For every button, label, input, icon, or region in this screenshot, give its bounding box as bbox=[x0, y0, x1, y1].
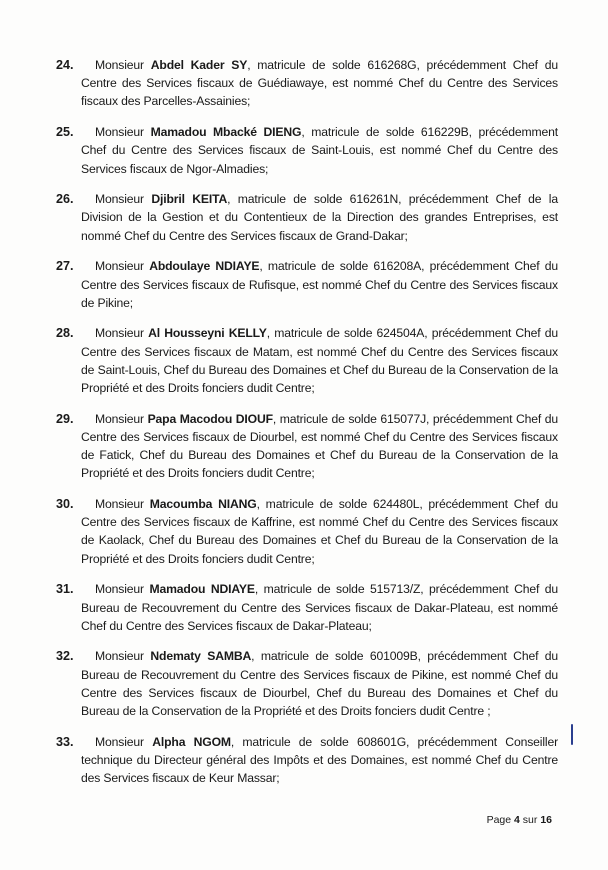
item-number: 29. bbox=[56, 411, 74, 426]
appointment-list bbox=[56, 56, 558, 800]
civility: Monsieur bbox=[95, 734, 144, 749]
civility: Monsieur bbox=[95, 649, 144, 664]
list-item bbox=[56, 123, 558, 178]
item-body: , matricule de solde 616261N, précédemment Chef de la Division de la Gestion et du Contentieux de la Direction des grandes Entreprises, est nommé Chef du Centre des Services fiscaux de Grand-Dakar; bbox=[81, 192, 558, 243]
item-text bbox=[81, 257, 558, 312]
list-item bbox=[56, 190, 558, 245]
of-label: sur bbox=[522, 814, 538, 826]
person-name: Al Housseyni KELLY bbox=[148, 326, 267, 341]
page-number: 4 bbox=[514, 814, 520, 826]
civility: Monsieur bbox=[95, 326, 144, 341]
item-body: , matricule de solde 601009B, précédemment Chef du Bureau de Recouvrement du Centre des Services fiscaux de Pikine, est nommé Chef du Centre des Services fiscaux de Diourbel, Chef du Bureau des Domaines et Chef du Bureau de la Conservation de la Propriété et des Droits fonciers dudit Centre ; bbox=[81, 649, 558, 719]
item-text bbox=[81, 56, 558, 111]
list-item bbox=[56, 257, 558, 312]
person-name: Abdoulaye NDIAYE bbox=[149, 259, 260, 274]
person-name: Ndematy SAMBA bbox=[150, 649, 252, 664]
item-number: 24. bbox=[56, 58, 74, 72]
item-body: , matricule de solde 515713/Z, précédemment Chef du Bureau de Recouvrement du Centre des Services fiscaux de Dakar-Plateau, est nommé Chef du Centre des Services fiscaux de Dakar-Plateau; bbox=[81, 582, 558, 633]
list-item bbox=[56, 733, 558, 788]
item-number: 26. bbox=[56, 192, 74, 207]
item-number: 32. bbox=[56, 649, 74, 664]
person-name: Mamadou NDIAYE bbox=[149, 582, 255, 597]
list-item bbox=[56, 56, 558, 111]
civility: Monsieur bbox=[95, 259, 144, 274]
item-number: 25. bbox=[56, 125, 74, 140]
item-body: , matricule de solde 624480L, précédemment Chef du Centre des Services fiscaux de Kaffrine, est nommé Chef du Centre des Services fiscaux de Kaolack, Chef du Bureau des Domaines et Chef du Bureau de la Conservation de la Propriété et des Droits fonciers dudit Centre; bbox=[81, 497, 558, 566]
person-name: Macoumba NIANG bbox=[149, 497, 257, 512]
person-name: Papa Macodou DIOUF bbox=[147, 411, 273, 426]
item-number: 30. bbox=[56, 497, 74, 512]
item-text bbox=[81, 324, 558, 397]
total-pages: 16 bbox=[540, 814, 552, 826]
item-number: 27. bbox=[56, 259, 74, 274]
item-number: 31. bbox=[56, 582, 74, 597]
item-text bbox=[81, 410, 558, 483]
item-text bbox=[81, 647, 558, 720]
item-body: , matricule de solde 608601G, précédemment Conseiller technique du Directeur général des Impôts et des Domaines, est nommé Chef du Centre des Services fiscaux de Keur Massar; bbox=[81, 734, 558, 786]
item-text bbox=[81, 190, 558, 245]
list-item bbox=[56, 324, 558, 397]
page-footer bbox=[487, 814, 552, 826]
civility: Monsieur bbox=[95, 411, 144, 426]
civility: Monsieur bbox=[95, 192, 144, 207]
person-name: Djibril KEITA bbox=[151, 192, 228, 207]
list-item bbox=[56, 580, 558, 635]
item-number: 33. bbox=[56, 734, 74, 749]
list-item bbox=[56, 495, 558, 568]
item-body: , matricule de solde 616208A, précédemment Chef du Centre des Services fiscaux de Rufisque, est nommé Chef du Centre des Services fiscaux de Pikine; bbox=[81, 259, 558, 310]
person-name: Abdel Kader SY bbox=[150, 58, 248, 72]
item-body: , matricule de solde 624504A, précédemment Chef du Centre des Services fiscaux de Matam, est nommé Chef du Centre des Services fiscaux de Saint-Louis, Chef du Bureau des Domaines et Chef du Bureau de la Conservation de la Propriété et des Droits fonciers dudit Centre; bbox=[81, 326, 558, 396]
person-name: Mamadou Mbacké DIENG bbox=[150, 125, 302, 140]
civility: Monsieur bbox=[95, 497, 144, 512]
list-item bbox=[56, 647, 558, 720]
item-number: 28. bbox=[56, 326, 74, 341]
civility: Monsieur bbox=[95, 582, 144, 597]
list-item bbox=[56, 410, 558, 483]
item-text bbox=[81, 580, 558, 635]
person-name: Alpha NGOM bbox=[152, 734, 231, 749]
item-body: , matricule de solde 616229B, précédemment Chef du Centre des Services fiscaux de Saint-Louis, est nommé Chef du Centre des Services fiscaux de Ngor-Almadies; bbox=[81, 125, 558, 176]
item-text bbox=[81, 123, 558, 178]
item-text bbox=[81, 733, 558, 788]
civility: Monsieur bbox=[95, 58, 144, 72]
item-text bbox=[81, 495, 558, 568]
page-label: Page bbox=[486, 814, 512, 826]
margin-pen-mark bbox=[571, 724, 573, 745]
item-body: , matricule de solde 616268G, précédemment Chef du Centre des Services fiscaux de Guédiawaye, est nommé Chef du Centre des Services fiscaux des Parcelles-Assainies; bbox=[81, 58, 558, 109]
item-body: , matricule de solde 615077J, précédemment Chef du Centre des Services fiscaux de Diourbel, est nommé Chef du Centre des Services fiscaux de Fatick, Chef du Bureau des Domaines et Chef du Bureau de la Conservation de la Propriété et des Droits fonciers dudit Centre; bbox=[81, 411, 558, 481]
civility: Monsieur bbox=[95, 125, 144, 140]
